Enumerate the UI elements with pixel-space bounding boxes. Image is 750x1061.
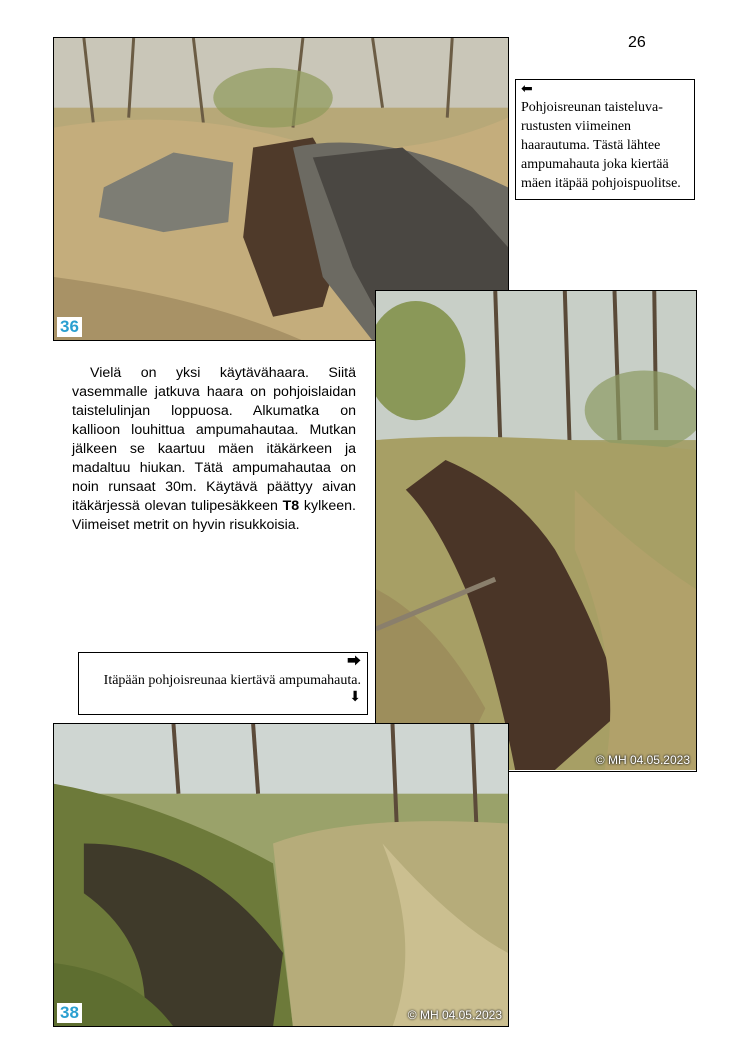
body-text-part1: Vielä on yksi käytävähaara. Siitä vasemmalle jatkuva haara on pohjoislaidan taistelulinjan loppuosa. Alkumatka on kallioon louhittua ampumahautaa. Mutkan jälkeen se kaartuu mäen itäkärkeen ja madaltuu hiukan. Tätä ampumahautaa on noin runsaat 30m. Käytävä päättyy aivan itäkärjessä olevan tulipesäkkeen xyxy=(72,365,356,514)
right-arrow-icon: ⮕ xyxy=(347,655,361,670)
caption-right xyxy=(515,79,695,200)
body-text-bold: T8 xyxy=(282,498,300,514)
body-paragraph xyxy=(72,364,356,535)
caption-left xyxy=(78,652,368,715)
forest-trench-photo xyxy=(376,291,696,770)
caption-left-text: Itäpään pohjoisreunaa kiertävä ampumahauta. xyxy=(103,673,361,688)
left-arrow-icon: ⬅ xyxy=(521,82,533,97)
mossy-trench-photo xyxy=(54,724,508,1027)
photo-number: 36 xyxy=(57,317,82,337)
photo-38 xyxy=(53,723,509,1027)
photo-credit: © MH 04.05.2023 xyxy=(595,753,690,767)
photo-number: 38 xyxy=(57,1003,82,1023)
caption-right-text: Pohjoisreunan taisteluva-rustusten viimeinen haarautuma. Tästä lähtee ampumahauta joka kiertää mäen itäpää pohjoispuolitse. xyxy=(521,100,681,191)
body-text-part2: kylkeen. Viimeiset metrit on hyvin risukkoisia. xyxy=(72,498,356,533)
down-arrow-icon: ⬇ xyxy=(349,690,361,705)
page-number: 26 xyxy=(628,34,646,51)
photo-credit: © MH 04.05.2023 xyxy=(407,1008,502,1022)
photo-37 xyxy=(375,290,697,772)
